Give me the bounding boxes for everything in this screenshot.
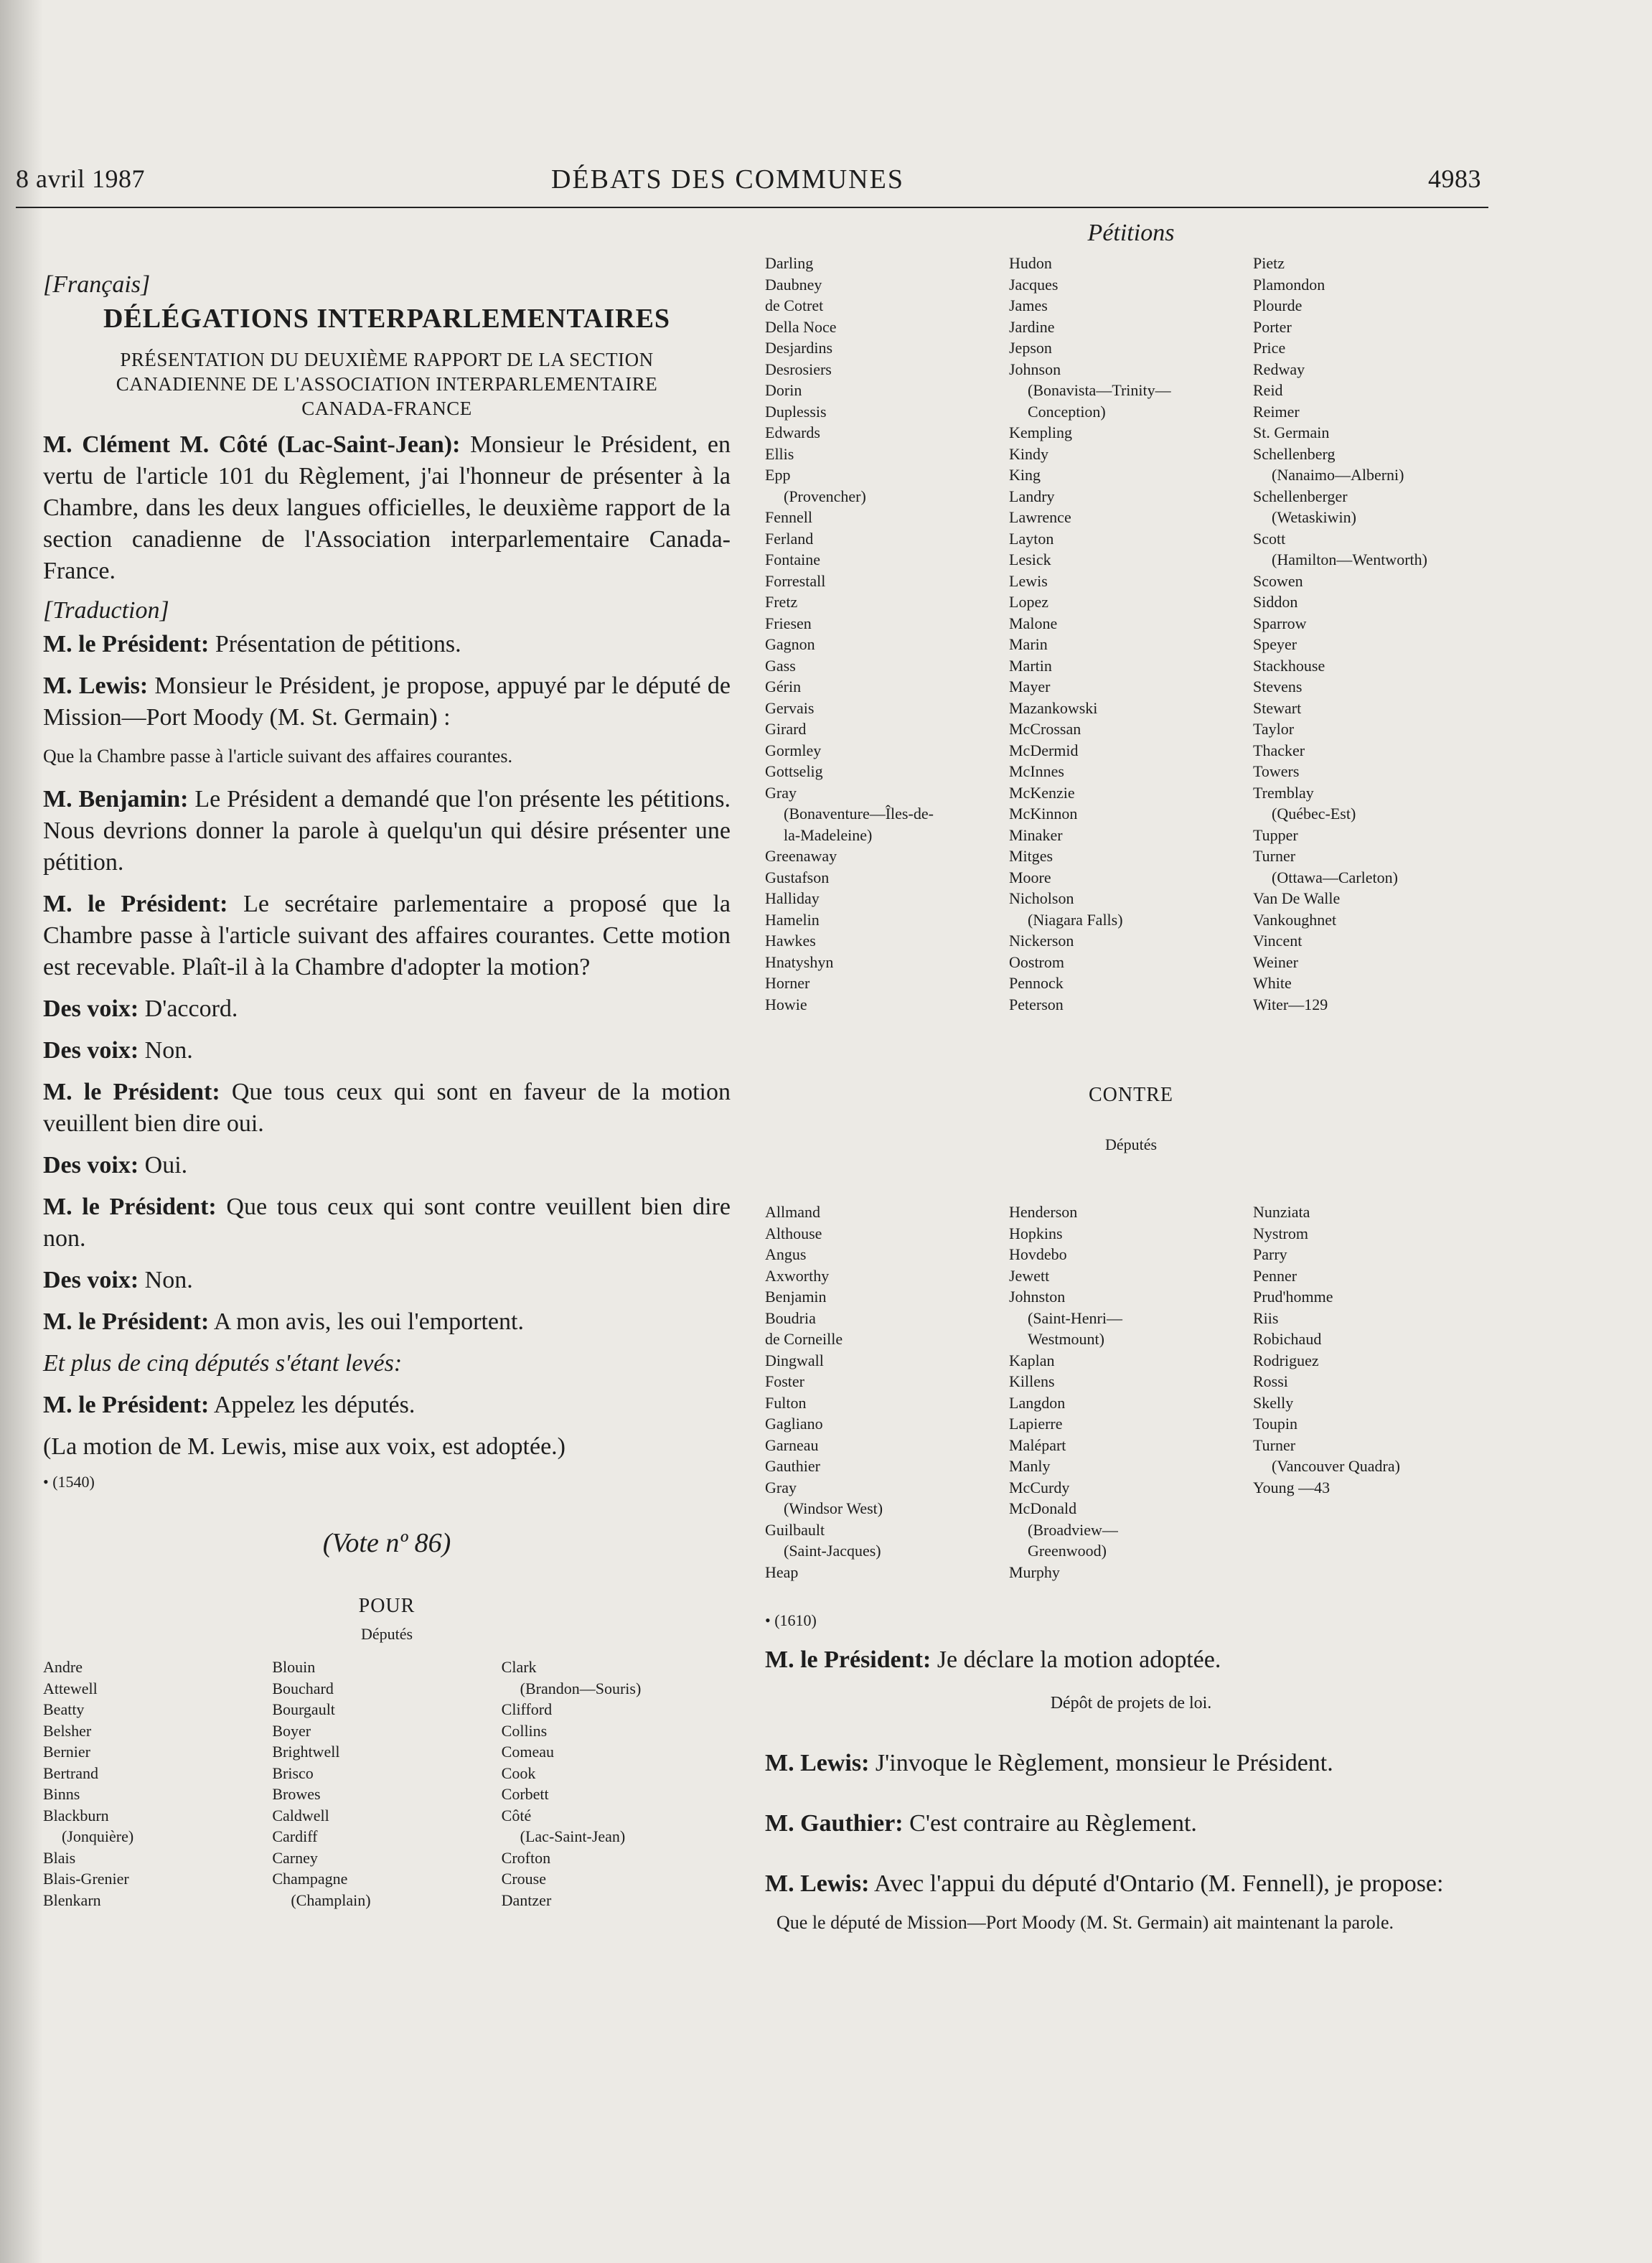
member-name: Vincent (1253, 932, 1303, 950)
member-name: Boyer (272, 1721, 311, 1740)
member-name: McInnes (1009, 762, 1064, 780)
vote-title: (Vote nº 86) (322, 1528, 451, 1558)
member-name: Mitges (1009, 847, 1053, 865)
member-name: Malone (1009, 614, 1058, 632)
member-name: Fretz (765, 593, 798, 611)
name-column (1253, 1201, 1497, 1583)
member-name: (Hamilton—Wentworth) (1272, 550, 1427, 568)
member-name: Nickerson (1009, 932, 1074, 950)
speaker: M. le Président: (43, 1194, 217, 1220)
member-name: Epp (765, 466, 791, 484)
speech-voices-3 (43, 1150, 731, 1181)
member-name: Hopkins (1009, 1224, 1063, 1242)
depot-heading: Dépôt de projets de loi. (1050, 1694, 1212, 1713)
member-name: Siddon (1253, 593, 1298, 611)
speech-text: Que tous ceux qui sont contre veuillent bien dire non. (43, 1194, 731, 1252)
member-name: Boudria (765, 1308, 816, 1327)
member-name: Dorin (765, 381, 802, 399)
member-name: Della Noce (765, 317, 837, 336)
speech-president-1 (43, 629, 731, 660)
member-name: Taylor (1253, 720, 1295, 738)
section-subtitle: PRÉSENTATION DU DEUXIÈME RAPPORT DE LA SECTION CANADIENNE DE L'ASSOCIATION INTERPARLEMENTAIRE CANADA-FRANCE (116, 349, 658, 419)
member-name: Kindy (1009, 444, 1048, 463)
member-name: Forrestall (765, 571, 826, 590)
member-name: Turner (1253, 1435, 1296, 1454)
member-name: Girard (765, 720, 807, 738)
member-name: Binns (43, 1785, 80, 1803)
speech-text: Monsieur le Président, en vertu de l'article 101 du Règlement, j'ai l'honneur de présenter à la Chambre, dans les deux langues officielles, le deuxième rapport de la section canadienne de l'Association interparlementaire Canada-France. (43, 431, 731, 584)
member-name: Gagnon (765, 635, 815, 653)
speech-text: A mon avis, les oui l'emportent. (209, 1308, 524, 1335)
member-name: Cardiff (272, 1827, 318, 1845)
deputes-heading: Députés (1104, 1135, 1158, 1153)
member-name: Collins (501, 1721, 548, 1740)
member-name: (Provencher) (784, 487, 866, 505)
member-name: Bernier (43, 1743, 90, 1761)
member-name: Blenkarn (43, 1890, 101, 1909)
member-name: Carney (272, 1848, 318, 1867)
member-name: Stevens (1253, 678, 1303, 695)
member-name: de Cotret (765, 296, 824, 314)
member-name: (Lac-Saint-Jean) (520, 1827, 626, 1845)
speaker: M. le Président: (765, 1646, 931, 1673)
member-name: Blais (43, 1848, 76, 1867)
petitions-running-head: Pétitions (1087, 220, 1175, 246)
member-name: Desjardins (765, 339, 833, 357)
member-name: McDonald (1009, 1499, 1077, 1517)
member-name: Prud'homme (1253, 1288, 1333, 1306)
member-name: Dingwall (765, 1351, 824, 1369)
member-name: Schellenberg (1253, 444, 1336, 463)
speaker: M. le Président: (43, 891, 228, 917)
member-name: Gustafson (765, 868, 830, 886)
motion-result: (La motion de M. Lewis, mise aux voix, est adoptée.) (43, 1433, 565, 1460)
member-name: Crofton (501, 1848, 551, 1867)
name-column (1009, 253, 1253, 1015)
speaker: M. Gauthier: (765, 1810, 904, 1837)
member-name: Côté (501, 1806, 532, 1824)
member-name: Brisco (272, 1763, 314, 1782)
name-column (765, 253, 1009, 1015)
language-tag-francais: [Français] (43, 271, 151, 298)
pour-name-list (43, 1657, 731, 1911)
left-column (43, 266, 731, 1911)
member-name: Kempling (1009, 423, 1072, 441)
member-name: (Saint-Jacques) (784, 1542, 881, 1560)
member-name: Gérin (765, 678, 802, 695)
pour-heading: POUR (358, 1595, 416, 1617)
member-name: Killens (1009, 1372, 1055, 1390)
member-name: McCrossan (1009, 720, 1081, 738)
member-name: Althouse (765, 1224, 822, 1242)
member-name: Horner (765, 974, 810, 992)
speaker: M. Lewis: (43, 673, 149, 699)
member-name: Gass (765, 656, 796, 675)
speech-text: C'est contraire au Règlement. (903, 1810, 1197, 1837)
speaker: M. le Président: (43, 1079, 220, 1105)
member-name: Westmount) (1028, 1330, 1104, 1348)
member-name: Greenwood) (1028, 1542, 1107, 1560)
member-name: Pennock (1009, 974, 1064, 992)
member-name: Rossi (1253, 1372, 1288, 1390)
member-name: Hudon (1009, 254, 1052, 272)
member-name: Gauthier (765, 1457, 820, 1475)
speaker: M. le Président: (43, 1392, 210, 1418)
member-name: Nystrom (1253, 1224, 1308, 1242)
member-name: Champagne (272, 1870, 348, 1888)
member-name: Layton (1009, 529, 1054, 548)
member-name: Garneau (765, 1435, 819, 1454)
member-name: Comeau (501, 1743, 554, 1761)
member-name: Edwards (765, 423, 820, 441)
member-name: McKenzie (1009, 783, 1075, 802)
member-name: (Wetaskiwin) (1272, 508, 1356, 526)
member-name: Oostrom (1009, 952, 1064, 971)
member-name: Gray (765, 1478, 797, 1496)
speech-lewis-3 (765, 1868, 1497, 1900)
section-title: DÉLÉGATIONS INTERPARLEMENTAIRES (103, 304, 671, 334)
member-name: Blais-Grenier (43, 1870, 129, 1888)
member-name: Johnston (1009, 1288, 1066, 1306)
member-name: (Vancouver Quadra) (1272, 1457, 1400, 1475)
member-name: Lopez (1009, 593, 1048, 611)
member-name: Foster (765, 1372, 804, 1390)
member-name: Marin (1009, 635, 1048, 653)
member-name: Howie (765, 995, 807, 1013)
speaker: M. le Président: (43, 631, 210, 657)
member-name: McDermid (1009, 741, 1079, 759)
member-name: (Brandon—Souris) (520, 1679, 642, 1697)
speech-president-2 (43, 889, 731, 983)
member-name: Langdon (1009, 1393, 1066, 1412)
member-name: Fontaine (765, 550, 820, 568)
speech-president-5 (43, 1306, 731, 1338)
name-column (43, 1657, 272, 1911)
member-name: de Corneille (765, 1330, 843, 1348)
speech-text: Appelez les députés. (209, 1392, 416, 1418)
member-name: Greenaway (765, 847, 837, 865)
member-name: Allmand (765, 1203, 820, 1221)
speech-text: J'invoque le Règlement, monsieur le Président. (869, 1750, 1333, 1776)
member-name: Caldwell (272, 1806, 329, 1824)
member-name: Nicholson (1009, 889, 1074, 907)
member-name: Blouin (272, 1658, 316, 1676)
speech-president-4 (43, 1191, 731, 1255)
member-name: Corbett (501, 1785, 549, 1803)
member-name: (Ottawa—Carleton) (1272, 868, 1398, 886)
pour-name-list-continued (765, 253, 1497, 1015)
motion-quote: Que la Chambre passe à l'article suivant des affaires courantes. (43, 746, 512, 767)
header-page-number: 4983 (1428, 164, 1481, 193)
member-name: Angus (765, 1245, 807, 1263)
member-name: Robichaud (1253, 1330, 1322, 1348)
member-name: Plamondon (1253, 275, 1325, 294)
member-name: (Windsor West) (784, 1499, 883, 1517)
member-name: McCurdy (1009, 1478, 1070, 1496)
speaker: M. Lewis: (765, 1870, 870, 1897)
closing-speeches (765, 1644, 1497, 1936)
speaker: M. Benjamin: (43, 786, 189, 812)
member-name: Jardine (1009, 317, 1055, 336)
member-name: Vankoughnet (1253, 910, 1337, 929)
member-name: Porter (1253, 317, 1292, 336)
name-column (272, 1657, 501, 1911)
member-name: Desrosiers (765, 360, 832, 378)
member-name: Duplessis (765, 402, 827, 421)
member-name: Clark (501, 1658, 537, 1676)
member-name: Andre (43, 1658, 83, 1676)
speech-president-3 (43, 1077, 731, 1140)
speech-lewis-2 (765, 1748, 1497, 1779)
speaker: M. le Président: (43, 1308, 210, 1335)
speech-text: Oui. (139, 1152, 188, 1179)
member-name: Moore (1009, 868, 1051, 886)
time-marker: • (1540) (43, 1473, 95, 1491)
member-name: St. Germain (1253, 423, 1330, 441)
member-name: Tupper (1253, 825, 1298, 844)
speaker: Des voix: (43, 1152, 139, 1179)
member-name: James (1009, 296, 1048, 314)
member-name: Gray (765, 783, 797, 802)
speech-cote (43, 429, 731, 587)
speech-benjamin (43, 784, 731, 879)
member-name: Friesen (765, 614, 812, 632)
language-tag-traduction: [Traduction] (43, 597, 169, 624)
speech-text: Monsieur le Président, je propose, appuyé par le député de Mission—Port Moody (M. St. Germain) : (43, 673, 731, 731)
member-name: Jacques (1009, 275, 1059, 294)
member-name: Tremblay (1253, 783, 1314, 802)
member-name: Minaker (1009, 825, 1063, 844)
member-name: (Broadview— (1028, 1520, 1118, 1539)
member-name: Price (1253, 339, 1286, 357)
member-name: Toupin (1253, 1415, 1298, 1433)
member-name: Lawrence (1009, 508, 1071, 526)
member-name: (Saint-Henri— (1028, 1308, 1122, 1327)
member-name: Gervais (765, 698, 815, 717)
member-name: Pietz (1253, 254, 1285, 272)
member-name: Stewart (1253, 698, 1302, 717)
speech-voices-1 (43, 993, 731, 1025)
member-name: Hnatyshyn (765, 952, 834, 971)
member-name: Mayer (1009, 678, 1051, 695)
member-name: Hawkes (765, 932, 816, 950)
speech-text: Non. (139, 1037, 193, 1064)
speech-text: Le Président a demandé que l'on présente les pétitions. Nous devrions donner la parole à quelqu'un qui désire présenter une pétition. (43, 786, 731, 876)
member-name: Schellenberger (1253, 487, 1348, 505)
member-name: Fennell (765, 508, 812, 526)
member-name: Dantzer (501, 1890, 552, 1909)
member-name: Darling (765, 254, 814, 272)
member-name: (Jonquière) (62, 1827, 134, 1845)
member-name: Brightwell (272, 1743, 340, 1761)
motion-quote: Que le député de Mission—Port Moody (M. St. Germain) ait maintenant la parole. (776, 1912, 1394, 1933)
member-name: la-Madeleine) (784, 825, 873, 844)
member-name: Gormley (765, 741, 822, 759)
member-name: Malépart (1009, 1435, 1066, 1454)
member-name: Parry (1253, 1245, 1287, 1263)
member-name: Martin (1009, 656, 1052, 675)
member-name: Conception) (1028, 402, 1106, 421)
member-name: Manly (1009, 1457, 1051, 1475)
right-column (765, 215, 1497, 1936)
name-column (1253, 253, 1497, 1015)
speech-text: Non. (139, 1267, 193, 1293)
member-name: (Bonaventure—Îles-de- (784, 805, 934, 823)
member-name: Daubney (765, 275, 822, 294)
speech-text: Le secrétaire parlementaire a proposé que la Chambre passe à l'article suivant des affaires courantes. Cette motion est recevable. Plaît-il à la Chambre d'adopter la motion? (43, 891, 731, 980)
member-name: White (1253, 974, 1292, 992)
member-name: Peterson (1009, 995, 1064, 1013)
member-name: Hovdebo (1009, 1245, 1067, 1263)
time-marker: • (1610) (765, 1611, 817, 1629)
speech-text: D'accord. (139, 995, 238, 1022)
member-name: Henderson (1009, 1203, 1078, 1221)
speech-text: Présentation de pétitions. (209, 631, 461, 657)
deputes-heading: Députés (360, 1625, 413, 1643)
member-name: (Niagara Falls) (1028, 910, 1123, 929)
member-name: Young —43 (1253, 1478, 1330, 1496)
speaker: M. Lewis: (765, 1750, 870, 1776)
speaker: Des voix: (43, 995, 139, 1022)
member-name: McKinnon (1009, 805, 1078, 823)
member-name: Ellis (765, 444, 794, 463)
member-name: Beatty (43, 1700, 85, 1718)
contre-heading: CONTRE (1089, 1084, 1173, 1106)
member-name: Blackburn (43, 1806, 109, 1824)
member-name: Benjamin (765, 1288, 827, 1306)
member-name: Thacker (1253, 741, 1305, 759)
member-name: Fulton (765, 1393, 807, 1412)
member-name: Reimer (1253, 402, 1300, 421)
member-name: Bouchard (272, 1679, 334, 1697)
speech-president-7 (765, 1644, 1497, 1676)
member-name: Jepson (1009, 339, 1052, 357)
member-name: Heap (765, 1562, 799, 1581)
member-name: Gottselig (765, 762, 823, 780)
speaker: Des voix: (43, 1037, 139, 1064)
member-name: Turner (1253, 847, 1296, 865)
member-name: Sparrow (1253, 614, 1307, 632)
member-name: Towers (1253, 762, 1300, 780)
member-name: Rodriguez (1253, 1351, 1319, 1369)
member-name: Weiner (1253, 952, 1298, 971)
member-name: Clifford (501, 1700, 553, 1718)
member-name: (Bonavista—Trinity— (1028, 381, 1171, 399)
member-name: Bertrand (43, 1763, 98, 1782)
member-name: Lesick (1009, 550, 1051, 568)
member-name: Nunziata (1253, 1203, 1310, 1221)
member-name: Redway (1253, 360, 1305, 378)
speech-text: Que tous ceux qui sont en faveur de la motion veuillent bien dire oui. (43, 1079, 731, 1137)
member-name: Lapierre (1009, 1415, 1063, 1433)
header-title: DÉBATS DES COMMUNES (551, 164, 904, 195)
member-name: Jewett (1009, 1266, 1050, 1285)
member-name: Murphy (1009, 1562, 1060, 1581)
member-name: (Nanaimo—Alberni) (1272, 466, 1404, 484)
member-name: Van De Walle (1253, 889, 1341, 907)
member-name: Kaplan (1009, 1351, 1055, 1369)
member-name: Belsher (43, 1721, 92, 1740)
member-name: Cook (501, 1763, 536, 1782)
member-name: Gagliano (765, 1415, 823, 1433)
member-name: Plourde (1253, 296, 1303, 314)
speech-voices-2 (43, 1035, 731, 1067)
member-name: Speyer (1253, 635, 1297, 653)
member-name: Guilbault (765, 1520, 825, 1539)
speech-gauthier (765, 1808, 1497, 1840)
member-name: Browes (272, 1785, 321, 1803)
member-name: Axworthy (765, 1266, 830, 1285)
name-column (502, 1657, 731, 1911)
speech-lewis-1 (43, 670, 731, 734)
member-name: Halliday (765, 889, 820, 907)
name-column (765, 1201, 1009, 1583)
speaker: M. Clément M. Côté (Lac-Saint-Jean): (43, 431, 461, 458)
speech-voices-4 (43, 1265, 731, 1296)
member-name: Bourgault (272, 1700, 335, 1718)
speaker: Des voix: (43, 1267, 139, 1293)
member-name: Mazankowski (1009, 698, 1098, 717)
page-edge-shadow (0, 0, 43, 2263)
member-name: King (1009, 466, 1041, 484)
member-name: Skelly (1253, 1393, 1294, 1412)
member-name: Lewis (1009, 571, 1048, 590)
member-name: Reid (1253, 381, 1283, 399)
member-name: Ferland (765, 529, 814, 548)
name-column (1009, 1201, 1253, 1583)
speech-president-6 (43, 1390, 731, 1421)
speech-text: Avec l'appui du député d'Ontario (M. Fennell), je propose: (869, 1870, 1444, 1897)
member-name: Landry (1009, 487, 1055, 505)
member-name: Johnson (1009, 360, 1061, 378)
header-date: 8 avril 1987 (16, 164, 145, 193)
speech-text: Je déclare la motion adoptée. (931, 1646, 1221, 1673)
member-name: Scott (1253, 529, 1286, 548)
member-name: Scowen (1253, 571, 1303, 590)
header-rule (16, 207, 1488, 208)
member-name: (Champlain) (291, 1890, 371, 1909)
member-name: Penner (1253, 1266, 1297, 1285)
member-name: Attewell (43, 1679, 98, 1697)
member-name: Stackhouse (1253, 656, 1325, 675)
member-name: Witer—129 (1253, 995, 1328, 1013)
member-name: (Québec-Est) (1272, 805, 1356, 823)
member-name: Crouse (501, 1870, 546, 1888)
member-name: Hamelin (765, 910, 820, 929)
member-name: Riis (1253, 1308, 1279, 1327)
stage-direction: Et plus de cinq députés s'étant levés: (43, 1350, 403, 1377)
contre-name-list (765, 1201, 1497, 1583)
